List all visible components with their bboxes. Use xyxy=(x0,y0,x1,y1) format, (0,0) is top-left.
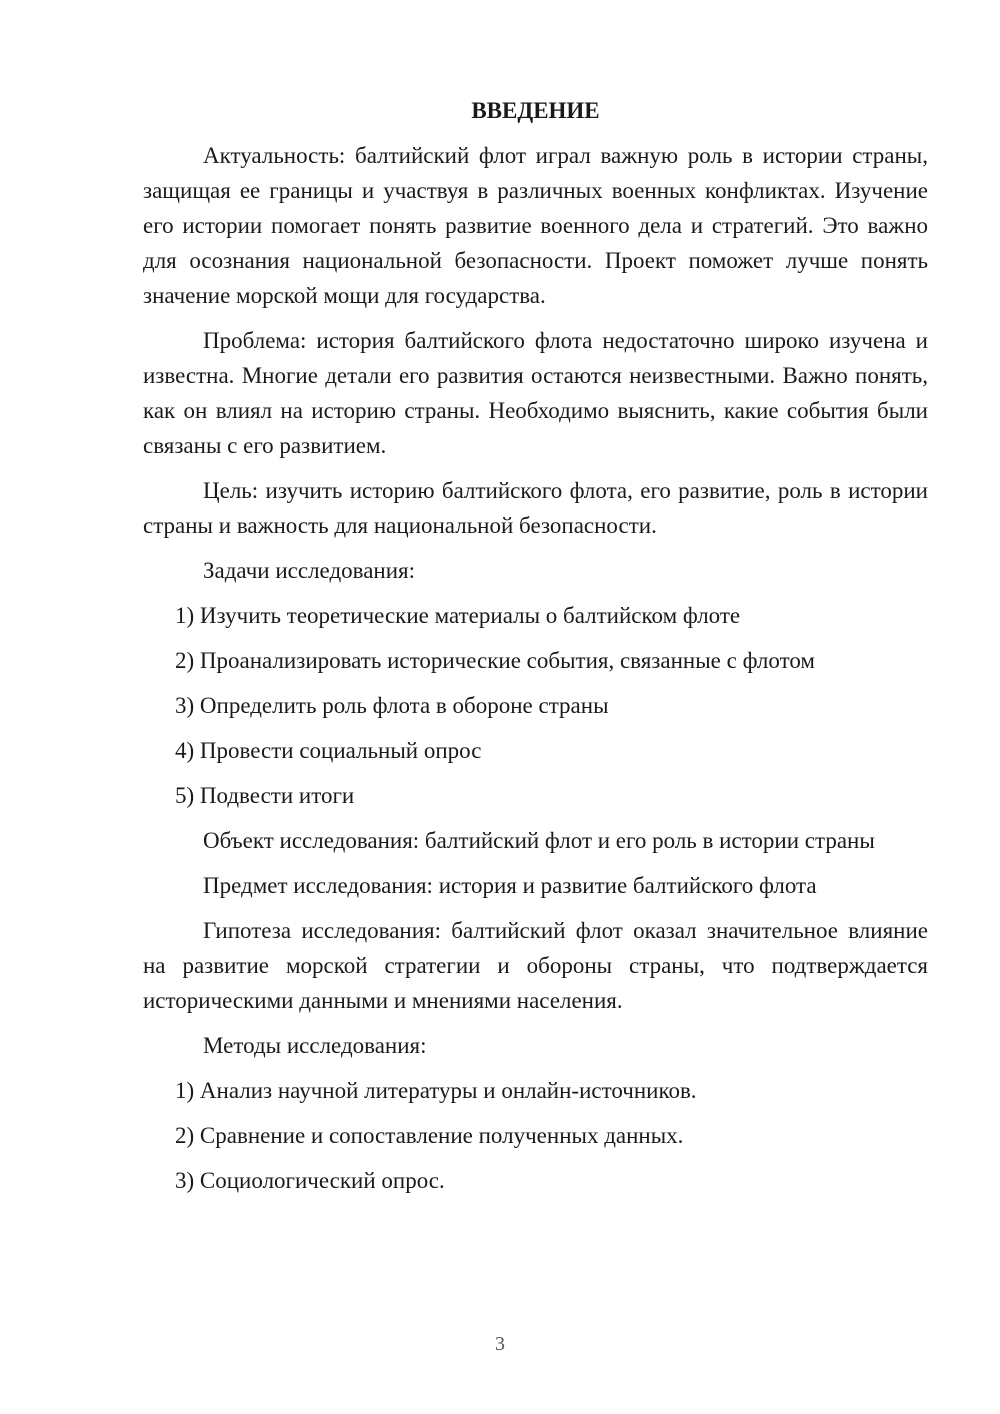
list-item: 1) Изучить теоретические материалы о балтийском флоте xyxy=(175,603,741,628)
methods-heading: Методы исследования: xyxy=(203,1033,427,1058)
methods-list xyxy=(143,1073,928,1198)
tasks-heading: Задачи исследования: xyxy=(203,558,416,583)
goal-paragraph: Цель: изучить историю балтийского флота, его развитие, роль в истории страны и важность для национальной безопасности. xyxy=(143,478,928,538)
list-item: 4) Провести социальный опрос xyxy=(175,738,482,763)
list-item: 5) Подвести итоги xyxy=(175,783,355,808)
list-item: 2) Сравнение и сопоставление полученных данных. xyxy=(175,1123,684,1148)
hypothesis-paragraph: Гипотеза исследования: балтийский флот оказал значительное влияние на развитие морской стратегии и обороны страны, что подтверждается историческими данными и мнениями населения. xyxy=(143,918,928,1013)
page-title: ВВЕДЕНИЕ xyxy=(471,98,600,123)
page-content xyxy=(143,93,928,1208)
problem-paragraph: Проблема: история балтийского флота недостаточно широко изучена и известна. Многие детали его развития остаются неизвестными. Важно понять, как он влиял на историю страны. Необходимо выяснить, какие события были связаны с его развитием. xyxy=(143,328,928,458)
page-number: 3 xyxy=(495,1333,505,1355)
tasks-list xyxy=(143,598,928,813)
object-paragraph: Объект исследования: балтийский флот и его роль в истории страны xyxy=(203,828,875,853)
list-item: 1) Анализ научной литературы и онлайн-источников. xyxy=(175,1078,697,1103)
subject-paragraph: Предмет исследования: история и развитие балтийского флота xyxy=(203,873,817,898)
list-item: 2) Проанализировать исторические события, связанные с флотом xyxy=(175,648,815,673)
list-item: 3) Социологический опрос. xyxy=(175,1168,445,1193)
list-item: 3) Определить роль флота в обороне страны xyxy=(175,693,609,718)
relevance-paragraph: Актуальность: балтийский флот играл важную роль в истории страны, защищая ее границы и участвуя в различных военных конфликтах. Изучение его истории помогает понять развитие военного дела и стратегий. Это важно для осознания национальной безопасности. Проект поможет лучше понять значение морской мощи для государства. xyxy=(143,143,928,308)
